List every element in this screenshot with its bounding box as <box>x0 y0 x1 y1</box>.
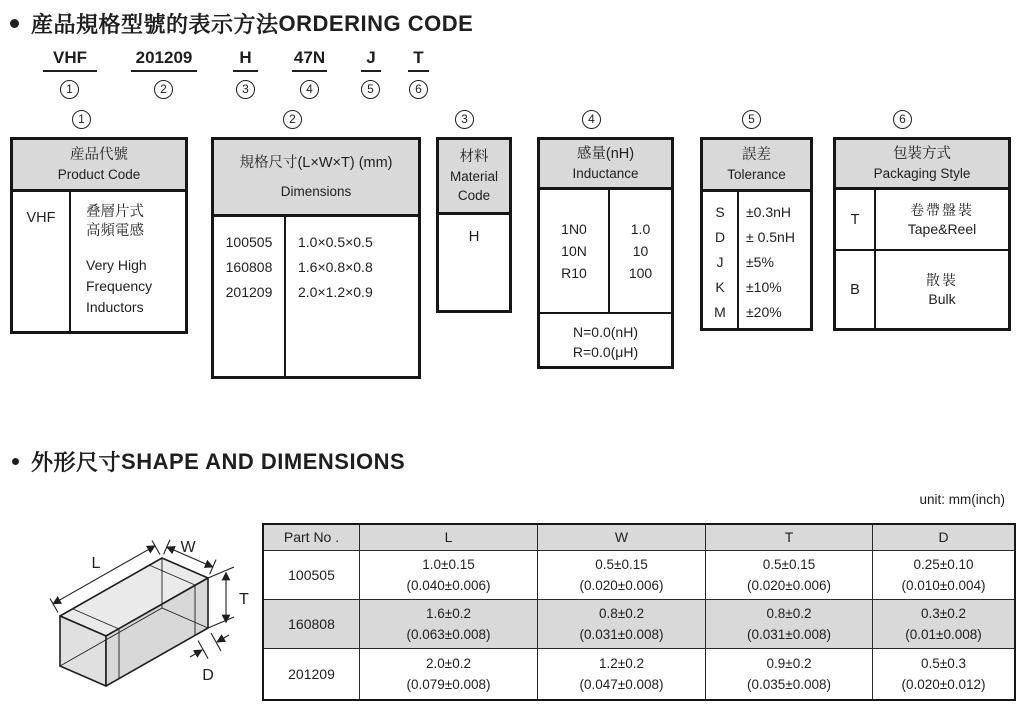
dim-inch: (0.035±0.008) <box>747 677 831 692</box>
tolerance-value: ±10% <box>746 279 782 295</box>
packaging-code: T <box>836 190 876 249</box>
box-header-zh: 材料 <box>459 149 489 165</box>
size-code: 160808 <box>225 259 273 275</box>
ordering-code-part-packaging: T <box>408 48 429 72</box>
dim-mm: 1.0±0.15 <box>422 557 475 572</box>
dim-D <box>190 633 229 659</box>
packaging-row-tape-reel <box>836 190 1008 251</box>
dim-inch: (0.010±0.004) <box>901 578 986 593</box>
tolerance-code: S <box>715 204 725 220</box>
dim-inch: (0.079±0.008) <box>406 677 491 692</box>
ordering-code-part-product: VHF <box>43 48 97 72</box>
desc-en-line1: Very High <box>86 257 147 273</box>
shape-diagram <box>12 538 252 710</box>
packaging-code: B <box>836 251 876 328</box>
dim-mm: 1.2±0.2 <box>599 656 644 671</box>
dim-mm: 0.25±0.10 <box>913 557 974 572</box>
box-header-en: Product Code <box>57 167 141 182</box>
tolerance-value: ±20% <box>746 304 782 320</box>
dim-mm: 0.5±0.15 <box>762 557 816 572</box>
box-header-en: Inductance <box>572 166 639 181</box>
desc-en-line3: Inductors <box>86 299 144 315</box>
box-number-5: 5 <box>742 110 761 129</box>
inductance-values <box>610 190 671 312</box>
dim-cell <box>538 649 706 699</box>
product-code-value: VHF <box>13 192 71 331</box>
box-header <box>214 140 418 217</box>
tolerance-values <box>739 192 810 328</box>
table-header-l: L <box>360 525 538 551</box>
tolerance-code: J <box>716 254 724 270</box>
part-no-cell: 201209 <box>264 649 360 699</box>
section1-title <box>10 8 473 39</box>
dim-label-d: D <box>202 667 214 684</box>
circled-number-1: 1 <box>60 80 79 99</box>
circled-number-6: 6 <box>409 80 428 99</box>
inductance-note-line2: R=0.0(μH) <box>572 344 639 360</box>
packaging-en: Bulk <box>928 290 956 307</box>
box-number-3: 3 <box>455 110 474 129</box>
dim-mm: 0.5±0.15 <box>595 557 648 572</box>
tolerance-code: K <box>715 279 725 295</box>
dim-label-t: T <box>239 591 249 608</box>
ordering-code-part-inductance: 47N <box>292 48 327 72</box>
table-header-w: W <box>538 525 706 551</box>
section2-title-zh: 外形尺寸 <box>31 450 122 475</box>
box-header-en: Tolerance <box>727 167 786 182</box>
circled-number-3: 3 <box>236 80 255 99</box>
dim-inch: (0.01±0.008) <box>905 627 982 642</box>
dim-cell <box>360 649 538 699</box>
product-description <box>71 192 185 331</box>
inductance-note-line1: N=0.0(nH) <box>573 324 638 340</box>
size-values <box>286 217 418 376</box>
box-number-6: 6 <box>893 110 912 129</box>
size-value: 2.0×1.2×0.9 <box>298 284 373 300</box>
box-header-en: Packaging Style <box>873 166 971 181</box>
box-number-4: 4 <box>582 110 601 129</box>
box-header-zh: 包裝方式 <box>893 146 951 162</box>
dim-cell <box>538 551 706 600</box>
packaging-zh: 卷帶盤裝 <box>910 201 974 218</box>
box-header <box>703 140 810 192</box>
box-header-zh: 感量(nH) <box>576 146 635 162</box>
tolerance-value: ±0.3nH <box>746 204 792 220</box>
table-header-part: Part No . <box>264 525 360 551</box>
inductance-codes <box>540 190 610 312</box>
tolerance-code: M <box>714 304 726 320</box>
dim-label-w: W <box>180 539 196 556</box>
inductance-code: 10N <box>561 243 587 259</box>
tolerance-code: D <box>714 229 726 245</box>
dim-mm: 0.3±0.2 <box>921 606 966 621</box>
ordering-box-inductance <box>537 137 674 369</box>
box-header <box>13 140 185 192</box>
dim-mm: 0.9±0.2 <box>766 656 812 671</box>
ordering-box-dimensions <box>211 137 421 379</box>
chip-body <box>60 558 208 686</box>
dim-mm: 0.5±0.3 <box>921 656 966 671</box>
ordering-code-part-material: H <box>233 48 258 72</box>
part-no-cell: 160808 <box>264 600 360 649</box>
dim-cell <box>706 600 873 649</box>
size-code: 100505 <box>225 234 273 250</box>
dim-cell <box>706 649 873 699</box>
dim-cell <box>873 649 1014 699</box>
bullet-icon <box>10 19 19 28</box>
material-code-value: H <box>468 228 480 245</box>
packaging-en: Tape&Reel <box>907 220 977 237</box>
box-header <box>540 140 671 190</box>
box-number-1: 1 <box>72 110 91 129</box>
dim-T <box>208 567 234 628</box>
ordering-box-packaging <box>833 137 1011 331</box>
inductance-value: 100 <box>628 265 653 281</box>
circled-number-2: 2 <box>154 80 173 99</box>
box-header-zh: 誤差 <box>742 147 771 163</box>
box-header-en1: Material <box>449 169 498 184</box>
inductance-code: R10 <box>561 265 587 281</box>
ordering-code-part-size: 201209 <box>131 48 197 72</box>
dim-cell <box>706 551 873 600</box>
dimensions-table <box>262 523 1016 701</box>
tolerance-value: ±5% <box>746 254 774 270</box>
dim-mm: 0.8±0.2 <box>766 606 812 621</box>
dim-inch: (0.063±0.008) <box>406 627 491 642</box>
table-header-t: T <box>706 525 873 551</box>
size-value: 1.0×0.5×0.5 <box>298 234 373 250</box>
box-header-zh: 規格尺寸(L×W×T) (mm) <box>239 155 393 171</box>
desc-en-line2: Frequency <box>86 278 153 294</box>
inductance-value: 1.0 <box>630 221 651 237</box>
dim-inch: (0.047±0.008) <box>579 677 664 692</box>
inductance-note <box>540 312 671 366</box>
dim-inch: (0.040±0.006) <box>406 578 491 593</box>
table-header-d: D <box>873 525 1014 551</box>
box-header-en2: Code <box>457 188 491 203</box>
dim-inch: (0.031±0.008) <box>747 627 831 642</box>
dim-label-l: L <box>91 555 101 572</box>
box-header-zh: 産品代號 <box>70 147 128 163</box>
dim-mm: 0.8±0.2 <box>599 606 644 621</box>
unit-note: unit: mm(inch) <box>919 492 1005 507</box>
circled-number-4: 4 <box>300 80 319 99</box>
ordering-box-tolerance <box>700 137 813 331</box>
dim-mm: 2.0±0.2 <box>426 656 471 671</box>
dim-inch: (0.031±0.008) <box>579 627 664 642</box>
size-code: 201209 <box>225 284 273 300</box>
section2-title-en: SHAPE AND DIMENSIONS <box>121 448 406 474</box>
box-number-2: 2 <box>283 110 302 129</box>
inductance-code: 1N0 <box>561 221 587 237</box>
tolerance-value: ± 0.5nH <box>746 229 795 245</box>
ordering-code-part-tolerance: J <box>361 48 381 72</box>
inductance-value: 10 <box>632 243 649 259</box>
dim-cell <box>873 551 1014 600</box>
dim-mm: 1.6±0.2 <box>426 606 471 621</box>
dim-cell <box>538 600 706 649</box>
circled-number-5: 5 <box>361 80 380 99</box>
dim-inch: (0.020±0.012) <box>901 677 986 692</box>
packaging-zh: 散裝 <box>926 271 958 288</box>
box-header <box>439 140 509 215</box>
dim-cell <box>360 600 538 649</box>
section1-title-zh: 産品規格型號的表示方法 <box>31 12 279 37</box>
dim-inch: (0.020±0.006) <box>579 578 664 593</box>
packaging-row-bulk <box>836 251 1008 328</box>
section2-title <box>12 446 405 477</box>
ordering-box-material <box>436 137 512 313</box>
bullet-icon <box>12 458 19 465</box>
desc-zh-line2: 高頻電感 <box>86 223 144 239</box>
box-header-en: Dimensions <box>280 184 352 199</box>
section1-title-en: ORDERING CODE <box>278 10 474 36</box>
dim-cell <box>873 600 1014 649</box>
size-value: 1.6×0.8×0.8 <box>298 259 373 275</box>
ordering-box-product-code <box>10 137 188 334</box>
dim-inch: (0.020±0.006) <box>747 578 831 593</box>
part-no-cell: 100505 <box>264 551 360 600</box>
desc-zh-line1: 叠層片式 <box>86 204 144 220</box>
dim-cell <box>360 551 538 600</box>
tolerance-codes <box>703 192 739 328</box>
size-codes <box>214 217 286 376</box>
box-header <box>836 140 1008 190</box>
